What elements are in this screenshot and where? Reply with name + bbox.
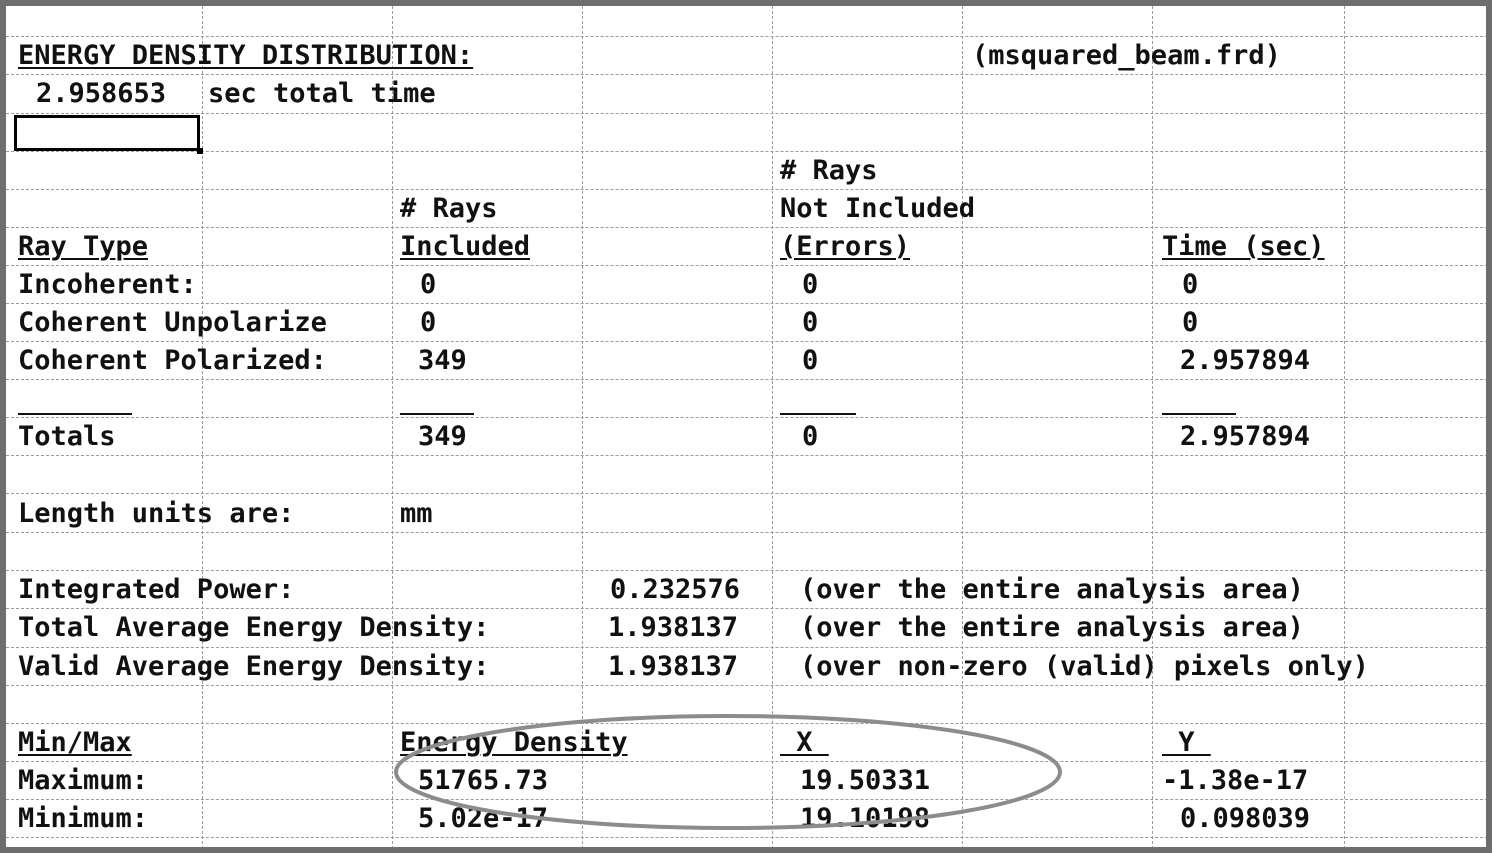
integrated-power-label[interactable]: Integrated Power: <box>18 574 295 605</box>
column-gridline <box>1152 6 1153 853</box>
col-included[interactable]: Included <box>400 231 531 262</box>
minimum-x[interactable]: 19.10198 <box>800 803 931 834</box>
col-time[interactable]: Time (sec) <box>1162 231 1325 262</box>
rays-included-cell[interactable]: 0 <box>420 307 437 338</box>
column-gridline <box>392 6 393 853</box>
totals-included[interactable]: 349 <box>418 421 467 452</box>
col-ray-type[interactable]: Ray Type <box>18 231 149 262</box>
col-x[interactable]: X <box>780 727 829 758</box>
minimum-label[interactable]: Minimum: <box>18 803 149 834</box>
row-gridline <box>6 723 1492 724</box>
ray-type-cell[interactable]: Coherent Unpolarize <box>18 307 327 338</box>
fill-handle[interactable] <box>197 148 203 154</box>
sheet-title[interactable]: ENERGY DENSITY DISTRIBUTION: <box>18 40 474 71</box>
col-errors[interactable]: (Errors) <box>780 231 911 262</box>
valid-avg-density-note[interactable]: (over non-zero (valid) pixels only) <box>800 651 1369 682</box>
rays-included-cell[interactable]: 0 <box>420 269 437 300</box>
separator-rule <box>400 413 474 415</box>
row-gridline <box>6 493 1492 494</box>
maximum-energy[interactable]: 51765.73 <box>418 765 549 796</box>
row-gridline <box>6 113 1492 114</box>
valid-avg-density-value[interactable]: 1.938137 <box>608 651 739 682</box>
column-gridline <box>202 6 203 853</box>
integrated-power-note[interactable]: (over the entire analysis area) <box>800 574 1304 605</box>
rays-errors-cell[interactable]: 0 <box>802 345 819 376</box>
ray-type-cell[interactable]: Coherent Polarized: <box>18 345 327 376</box>
integrated-power-value[interactable]: 0.232576 <box>610 574 741 605</box>
total-avg-density-note[interactable]: (over the entire analysis area) <box>800 612 1304 643</box>
units-label[interactable]: Length units are: <box>18 498 295 529</box>
total-avg-density-value[interactable]: 1.938137 <box>608 612 739 643</box>
units-value[interactable]: mm <box>400 498 433 529</box>
header-rays-included-top[interactable]: # Rays <box>400 193 498 224</box>
row-gridline <box>6 189 1492 190</box>
maximum-label[interactable]: Maximum: <box>18 765 149 796</box>
separator-rule <box>1162 413 1236 415</box>
minimum-energy[interactable]: 5.02e-17 <box>418 803 549 834</box>
valid-avg-density-label[interactable]: Valid Average Energy Density: <box>18 651 490 682</box>
column-gridline <box>772 6 773 853</box>
maximum-y[interactable]: -1.38e-17 <box>1162 765 1309 796</box>
header-rays-not-included-top[interactable]: # Rays <box>780 155 878 186</box>
column-gridline <box>1344 6 1345 853</box>
rays-errors-cell[interactable]: 0 <box>802 269 819 300</box>
totals-errors[interactable]: 0 <box>802 421 819 452</box>
separator-rule <box>780 413 856 415</box>
header-not-included[interactable]: Not Included <box>780 193 976 224</box>
total-time-label[interactable]: sec total time <box>208 78 436 109</box>
col-minmax[interactable]: Min/Max <box>18 727 132 758</box>
rays-errors-cell[interactable]: 0 <box>802 307 819 338</box>
totals-time[interactable]: 2.957894 <box>1180 421 1311 452</box>
ray-type-cell[interactable]: Incoherent: <box>18 269 197 300</box>
total-avg-density-label[interactable]: Total Average Energy Density: <box>18 612 490 643</box>
ray-time-cell[interactable]: 0 <box>1182 269 1199 300</box>
ray-time-cell[interactable]: 2.957894 <box>1180 345 1311 376</box>
rays-included-cell[interactable]: 349 <box>418 345 467 376</box>
filename-cell[interactable]: (msquared_beam.frd) <box>972 40 1281 71</box>
row-gridline <box>6 151 1492 152</box>
column-gridline <box>962 6 963 853</box>
minimum-y[interactable]: 0.098039 <box>1180 803 1311 834</box>
maximum-x[interactable]: 19.50331 <box>800 765 931 796</box>
col-y[interactable]: Y <box>1162 727 1211 758</box>
ray-time-cell[interactable]: 0 <box>1182 307 1199 338</box>
total-time-value[interactable]: 2.958653 <box>36 78 167 109</box>
totals-label[interactable]: Totals <box>18 421 116 452</box>
col-energy-density[interactable]: Energy Density <box>400 727 628 758</box>
separator-rule <box>18 413 132 415</box>
active-cell-selection[interactable] <box>14 115 200 151</box>
